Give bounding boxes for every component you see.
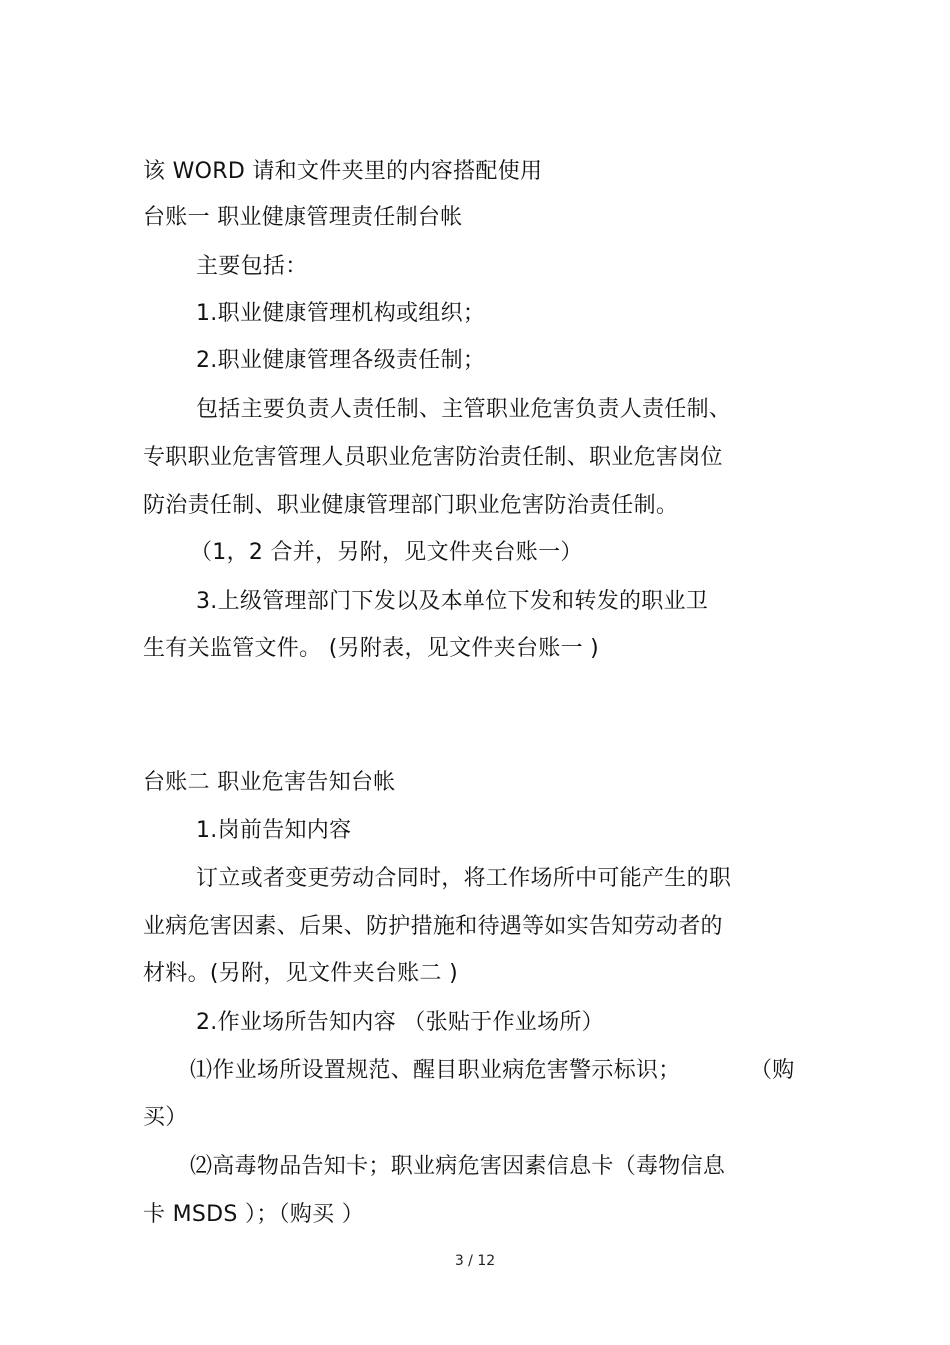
ledger1-item3-line2: 生有关监管文件。 (另附表，见文件夹台账一 ) xyxy=(143,636,600,661)
ledger2-sub1-buy-open: （购 xyxy=(750,1058,795,1083)
ledger1-para-line2: 专职职业危害管理人员职业危害防治责任制、职业危害岗位 xyxy=(143,445,723,470)
ledger1-item3-line1: 3.上级管理部门下发以及本单位下发和转发的职业卫 xyxy=(196,589,709,614)
usage-note: 该 WORD 请和文件夹里的内容搭配使用 xyxy=(143,159,543,184)
ledger2-sub1-line1: ⑴作业场所设置规范、醒目职业病危害警示标识； xyxy=(190,1058,681,1083)
ledger2-sub2-line1: ⑵高毒物品告知卡；职业病危害因素信息卡（毒物信息 xyxy=(190,1154,726,1179)
ledger1-merge-note: （1，2 合并，另附，见文件夹台账一） xyxy=(190,540,583,565)
ledger1-item2: 2.职业健康管理各级责任制； xyxy=(196,348,486,373)
ledger2-title: 台账二 职业危害告知台帐 xyxy=(143,770,396,795)
ledger2-para-line1: 订立或者变更劳动合同时，将工作场所中可能产生的职 xyxy=(196,866,732,891)
ledger2-item2: 2.作业场所告知内容 （张贴于作业场所） xyxy=(196,1010,604,1035)
ledger2-sub1-line2: 买） xyxy=(143,1105,188,1130)
ledger2-item1: 1.岗前告知内容 xyxy=(196,818,352,843)
ledger1-item1: 1.职业健康管理机构或组织； xyxy=(196,301,486,326)
ledger2-para-line3: 材料。(另附，见文件夹台账二 ) xyxy=(143,961,458,986)
ledger2-para-line2: 业病危害因素、后果、防护措施和待遇等如实告知劳动者的 xyxy=(143,914,723,939)
page-number: 3 / 12 xyxy=(454,1253,496,1269)
ledger2-sub2-line2: 卡 MSDS ）；（购买 ） xyxy=(143,1202,365,1227)
ledger1-intro: 主要包括： xyxy=(196,254,308,279)
ledger1-title: 台账一 职业健康管理责任制台帐 xyxy=(143,205,463,230)
ledger1-para-line3: 防治责任制、职业健康管理部门职业危害防治责任制。 xyxy=(143,493,679,518)
ledger1-para-line1: 包括主要负责人责任制、主管职业危害负责人责任制、 xyxy=(196,397,732,422)
